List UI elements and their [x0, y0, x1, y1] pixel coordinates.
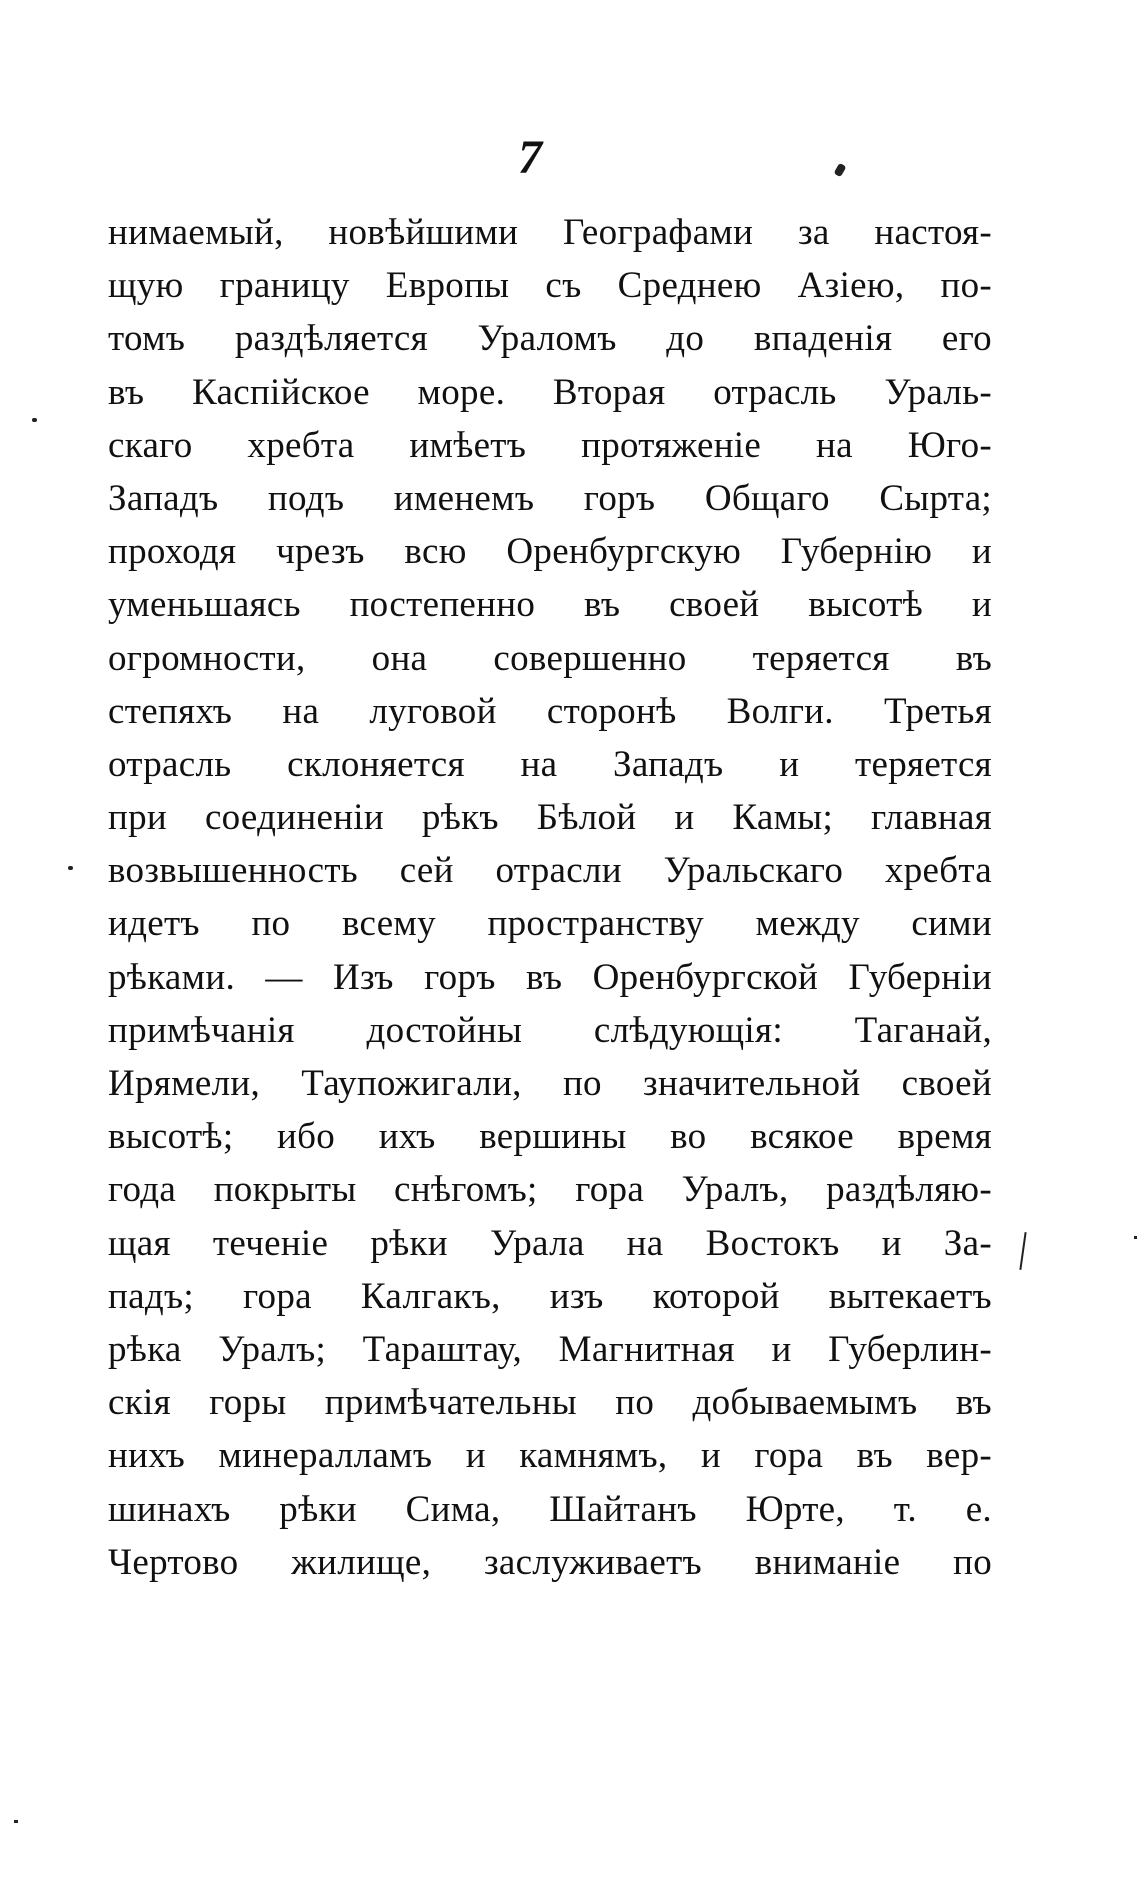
- text-line: отрасль склоняется на Западъ и теряется: [108, 743, 992, 785]
- ink-speck: [14, 1820, 18, 1823]
- text-line: возвышенность сей отрасли Уральскаго хребта: [108, 850, 992, 892]
- body-text: [108, 206, 992, 1589]
- ink-speck: [32, 418, 37, 422]
- text-line: падъ; гора Калгакъ, изъ которой вытекаетъ: [108, 1275, 992, 1317]
- text-line: высотѣ; ибо ихъ вершины во всякое время: [108, 1116, 992, 1158]
- margin-mark: [1019, 1232, 1026, 1270]
- text-line: щая теченіе рѣки Урала на Востокъ и За-: [108, 1222, 992, 1264]
- text-line: Западъ подъ именемъ горъ Общаго Сырта;: [108, 477, 992, 519]
- text-line: года покрыты снѣгомъ; гора Уралъ, раздѣляю-: [108, 1169, 992, 1211]
- text-line: рѣка Уралъ; Тараштау, Магнитная и Губерлин-: [108, 1328, 992, 1370]
- text-line: Чертово жилище, заслуживаетъ вниманіе по: [108, 1541, 992, 1583]
- text-line: уменьшаясь постепенно въ своей высотѣ и: [108, 584, 992, 626]
- page-number: 7: [518, 131, 542, 184]
- text-line: рѣками. — Изъ горъ въ Оренбургской Губерніи: [108, 956, 992, 998]
- text-line: томъ раздѣляется Ураломъ до впаденія его: [108, 318, 992, 360]
- text-line: огромности, она совершенно теряется въ: [108, 637, 992, 679]
- text-line: Ирямели, Таупожигали, по значительной своей: [108, 1063, 992, 1104]
- ink-speck: [1134, 1236, 1137, 1239]
- text-line: степяхъ на луговой сторонѣ Волги. Третья: [108, 690, 992, 732]
- text-line: нимаемый, новѣйшими Географами за настоя-: [108, 212, 992, 253]
- text-line: нихъ минералламъ и камнямъ, и гора въ вер-: [108, 1435, 992, 1477]
- text-line: примѣчанія достойны слѣдующія: Таганай,: [108, 1009, 992, 1051]
- text-line: шинахъ рѣки Сима, Шайтанъ Юртe, т. е.: [108, 1488, 992, 1530]
- text-line: при соединеніи рѣкъ Бѣлой и Камы; главная: [108, 797, 992, 839]
- text-line: въ Каспійское море. Вторая отрасль Ураль-: [108, 371, 992, 413]
- text-line: проходя чрезъ всю Оренбургскую Губернію и: [108, 531, 992, 573]
- text-line: скія горы примѣчательны по добываемымъ въ: [108, 1382, 992, 1424]
- text-line: идетъ по всему пространству между сими: [108, 903, 992, 945]
- ink-speck: [68, 866, 73, 870]
- text-line: щую границу Европы съ Среднею Азіею, по-: [108, 265, 992, 307]
- text-line: скаго хребта имѣетъ протяженіе на Юго-: [108, 424, 992, 466]
- ink-speck: [834, 163, 847, 177]
